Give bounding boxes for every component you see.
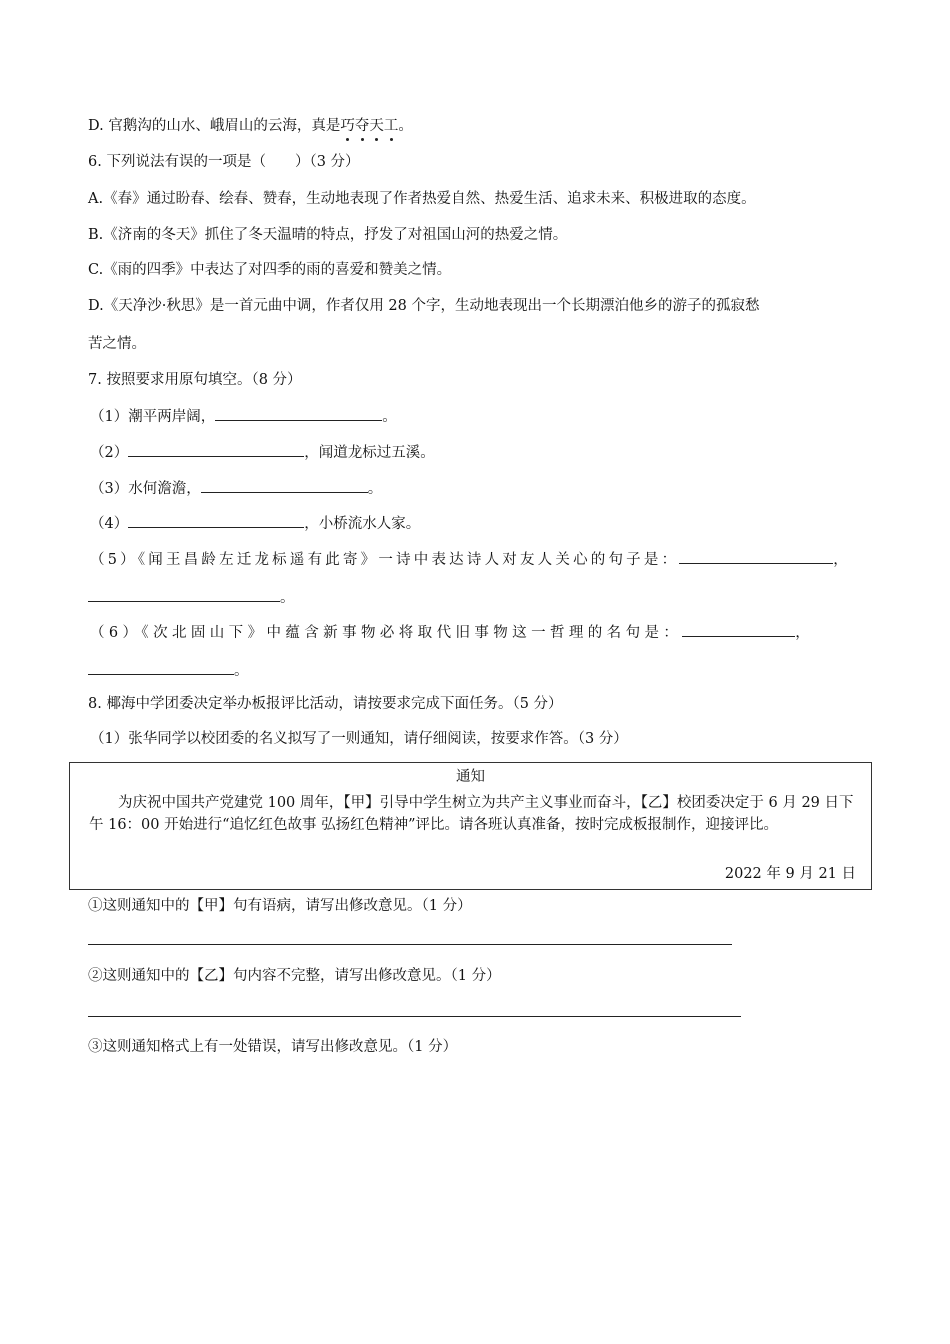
q5-option-d-end: 。 <box>398 118 413 134</box>
q7-stem: 7. 按照要求用原句填空。（8 分） <box>88 372 302 388</box>
q5-option-d <box>88 116 413 136</box>
answer-blank[interactable] <box>679 548 833 564</box>
q7-item-1 <box>90 405 397 427</box>
q5-option-d-text: D. 官鹅沟的山水、峨眉山的云海，真是 <box>88 118 341 134</box>
q7-item-2-text: ，闻道龙标过五溪。 <box>304 445 435 461</box>
answer-blank[interactable] <box>215 405 382 421</box>
q7-item-1-end: 。 <box>382 409 397 425</box>
q6-stem: 6. 下列说法有误的一项是（ ）（3 分） <box>88 154 360 170</box>
q8-sub-1: （1）张华同学以校团委的名义拟写了一则通知，请仔细阅读，按要求作答。（3 分） <box>90 731 628 747</box>
q7-item-6-cont <box>88 659 249 681</box>
emphasis-char: 天 <box>369 118 384 134</box>
q7-item-6-comma: ， <box>795 625 815 641</box>
q7-item-6-end: 。 <box>234 663 249 679</box>
q6-option-b: B.《济南的冬天》抓住了冬天温晴的特点，抒发了对祖国山河的热爱之情。 <box>88 227 568 243</box>
notice-box <box>69 762 872 890</box>
q7-item-3 <box>90 477 382 499</box>
q7-item-5-comma: ， <box>833 552 851 568</box>
answer-blank[interactable] <box>88 659 234 675</box>
q7-item-6 <box>90 621 814 643</box>
q7-item-4-num: （4） <box>90 516 129 532</box>
q7-item-5 <box>90 548 851 570</box>
notice-body: 为庆祝中国共产党建党 100 周年，【甲】引导中学生树立为共产主义事业而奋斗，【乙】校团委决定于 6 月 29 日下午 16：00 开始进行“追忆红色故事 弘扬红色精神”评比。请各班认真准备，按时完成板报制作，迎接评比。 <box>89 795 854 833</box>
q7-item-4-text: ，小桥流水人家。 <box>304 516 421 532</box>
q7-item-3-end: 。 <box>367 481 383 497</box>
q8-sub-question-3: ③这则通知格式上有一处错误，请写出修改意见。（1 分） <box>88 1039 458 1055</box>
q8-stem: 8. 椰海中学团委决定举办板报评比活动，请按要求完成下面任务。（5 分） <box>88 696 563 712</box>
notice-title: 通知 <box>456 769 485 785</box>
q8-sub-question-1: ①这则通知中的【甲】句有语病，请写出修改意见。（1 分） <box>88 898 472 914</box>
q5-option-d-emphasis <box>340 118 398 134</box>
answer-blank[interactable] <box>128 512 304 528</box>
q8-sub-question-2: ②这则通知中的【乙】句内容不完整，请写出修改意见。（1 分） <box>88 968 501 984</box>
answer-blank[interactable] <box>88 586 280 602</box>
q7-item-5-cont <box>88 586 295 608</box>
q6-option-a: A.《春》通过盼春、绘春、赞春，生动地表现了作者热爱自然、热爱生活、追求未来、积极进取的态度。 <box>88 191 756 207</box>
q6-option-d-line2: 苦之情。 <box>88 336 146 352</box>
emphasis-char: 夺 <box>354 118 370 134</box>
q7-item-3-text: （3）水何澹澹， <box>90 481 201 497</box>
q6-option-d-line1: D.《天净沙·秋思》是一首元曲中调，作者仅用 28 个字，生动地表现出一个长期漂泊他乡的游子的孤寂愁 <box>88 298 760 314</box>
answer-line[interactable] <box>88 944 732 945</box>
q7-item-6-text: （6）《次北固山下》中蕴含新事物必将取代旧事物这一哲理的名句是： <box>90 625 683 641</box>
q7-item-2-num: （2） <box>90 445 129 461</box>
answer-blank[interactable] <box>128 441 304 457</box>
q6-option-c: C.《雨的四季》中表达了对四季的雨的喜爱和赞美之情。 <box>88 262 452 278</box>
q7-item-1-text: （1）潮平两岸阔， <box>90 409 216 425</box>
notice-date: 2022 年 9 月 21 日 <box>724 866 856 882</box>
q7-item-5-end: 。 <box>280 590 295 606</box>
q7-item-2 <box>90 441 435 463</box>
answer-blank[interactable] <box>682 621 795 637</box>
emphasis-char: 巧 <box>340 118 355 134</box>
q7-item-4 <box>90 512 420 534</box>
q7-item-5-text: （5）《闻王昌龄左迁龙标遥有此寄》一诗中表达诗人对友人关心的句子是： <box>90 552 680 568</box>
answer-line[interactable] <box>88 1016 741 1017</box>
answer-blank[interactable] <box>201 477 368 493</box>
emphasis-char: 工 <box>383 118 399 134</box>
